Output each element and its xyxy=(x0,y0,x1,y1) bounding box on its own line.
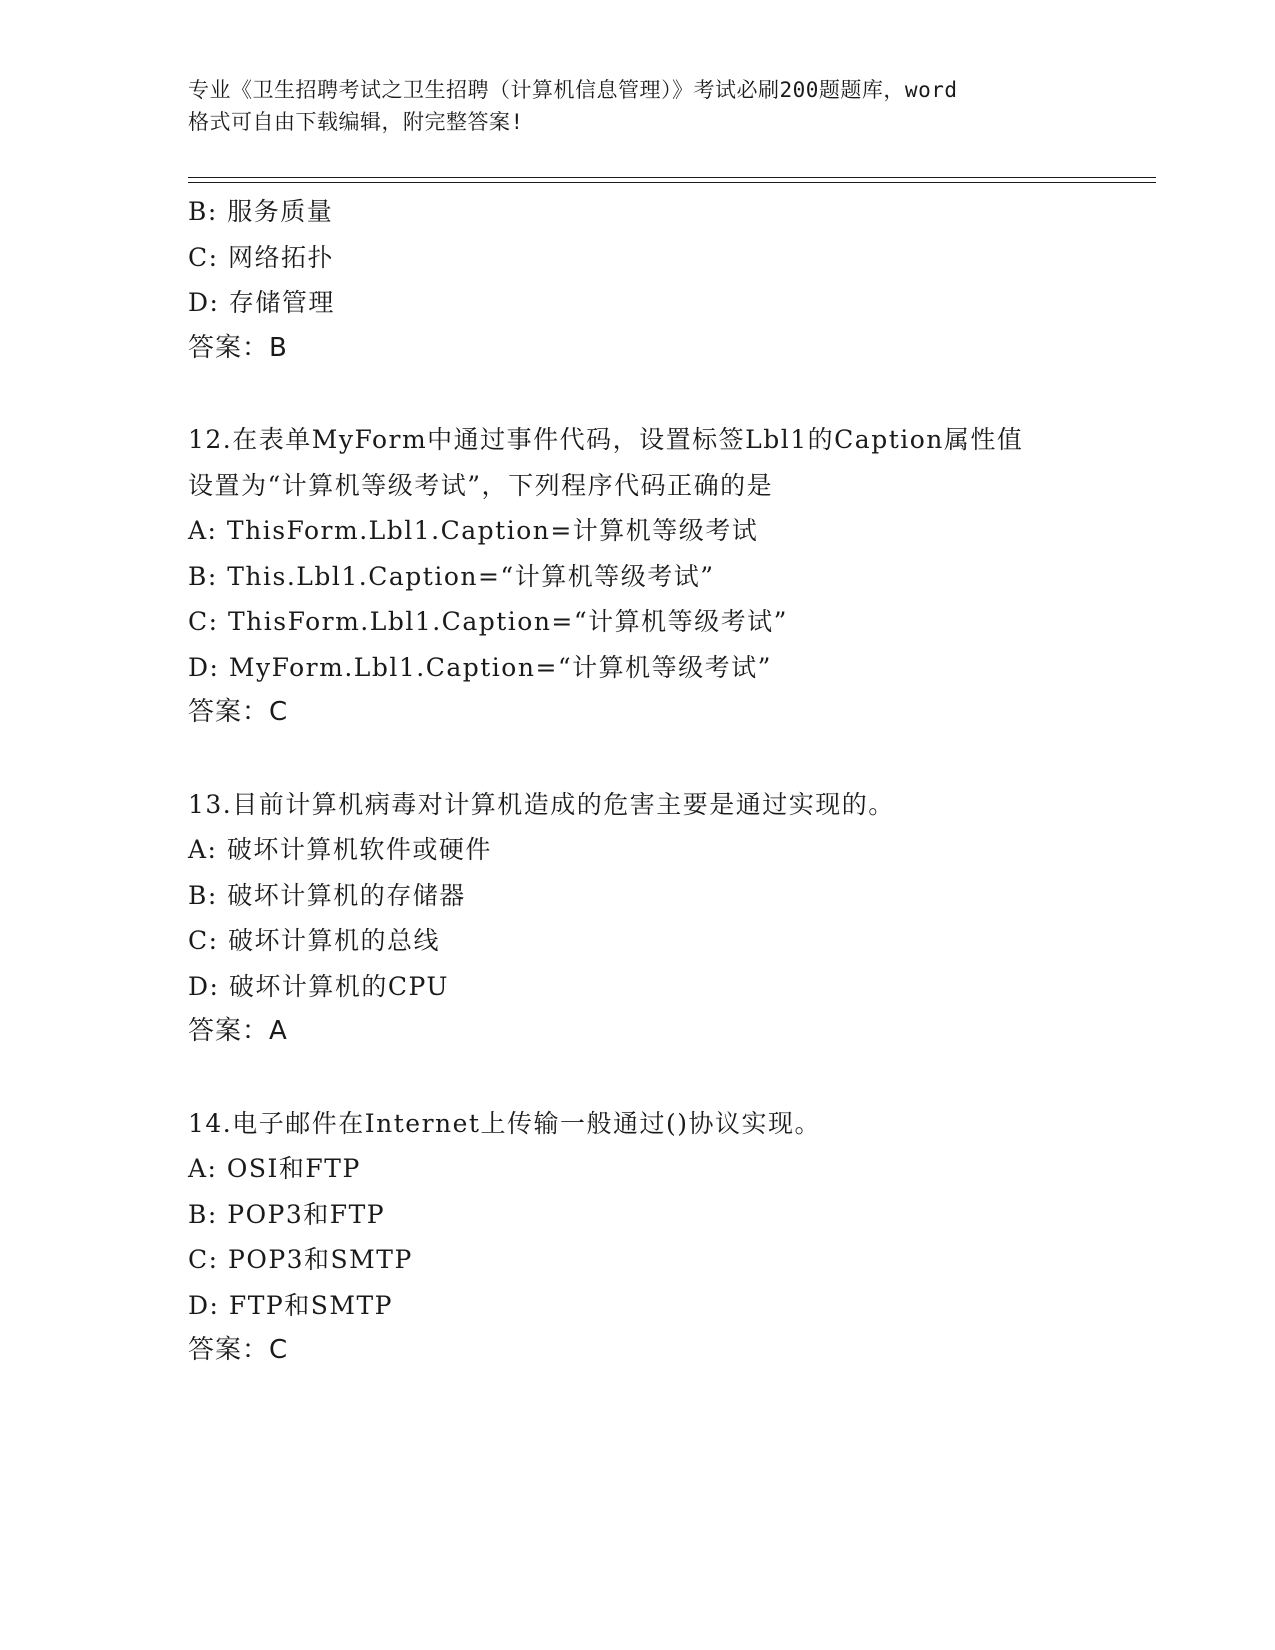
question-stem-line: 13.目前计算机病毒对计算机造成的危害主要是通过实现的。 xyxy=(188,789,895,819)
option-b: B: 服务质量 xyxy=(188,197,334,226)
question-list xyxy=(188,189,1088,1374)
answer-line: 答案：C xyxy=(188,697,289,727)
option-c: C: ThisForm.Lbl1.Caption=“计算机等级考试” xyxy=(188,607,788,636)
option-a: A: ThisForm.Lbl1.Caption=计算机等级考试 xyxy=(188,516,759,545)
option-d: D: 破坏计算机的CPU xyxy=(188,971,449,1001)
option-b: B: 破坏计算机的存储器 xyxy=(188,880,466,910)
option-c: C: POP3和SMTP xyxy=(188,1245,413,1274)
question-13 xyxy=(188,782,1088,1055)
carryover-question xyxy=(188,189,1088,371)
question-14 xyxy=(188,1101,1088,1374)
option-d: D: 存储管理 xyxy=(188,288,335,317)
option-c: C: 网络拓扑 xyxy=(188,242,334,272)
spacer xyxy=(188,736,1088,782)
answer-line: 答案：C xyxy=(188,1335,289,1365)
question-stem-line: 14.电子邮件在Internet上传输一般通过()协议实现。 xyxy=(188,1108,821,1138)
option-d: D: FTP和SMTP xyxy=(188,1290,393,1320)
header-divider-bottom xyxy=(188,182,1156,183)
option-c: C: 破坏计算机的总线 xyxy=(188,926,440,955)
page-header xyxy=(188,74,1088,138)
spacer xyxy=(188,1055,1088,1101)
question-stem-line: 12.在表单MyForm中通过事件代码，设置标签Lbl1的Caption属性值 xyxy=(188,425,1024,454)
answer-line: 答案：A xyxy=(188,1016,288,1046)
header-line-2: 格式可自由下载编辑，附完整答案! xyxy=(188,110,524,134)
option-b: B: This.Lbl1.Caption=“计算机等级考试” xyxy=(188,561,715,591)
header-line-1: 专业《卫生招聘考试之卫生招聘（计算机信息管理）》考试必刷200题题库，word xyxy=(188,78,958,102)
option-b: B: POP3和FTP xyxy=(188,1199,386,1229)
answer-line: 答案：B xyxy=(188,332,288,363)
question-12 xyxy=(188,417,1088,736)
header-divider-top xyxy=(188,177,1156,178)
option-a: A: OSI和FTP xyxy=(188,1154,361,1183)
question-stem-line: 设置为“计算机等级考试”，下列程序代码正确的是 xyxy=(188,470,774,500)
option-d: D: MyForm.Lbl1.Caption=“计算机等级考试” xyxy=(188,652,772,682)
spacer xyxy=(188,371,1088,417)
option-a: A: 破坏计算机软件或硬件 xyxy=(188,835,492,864)
